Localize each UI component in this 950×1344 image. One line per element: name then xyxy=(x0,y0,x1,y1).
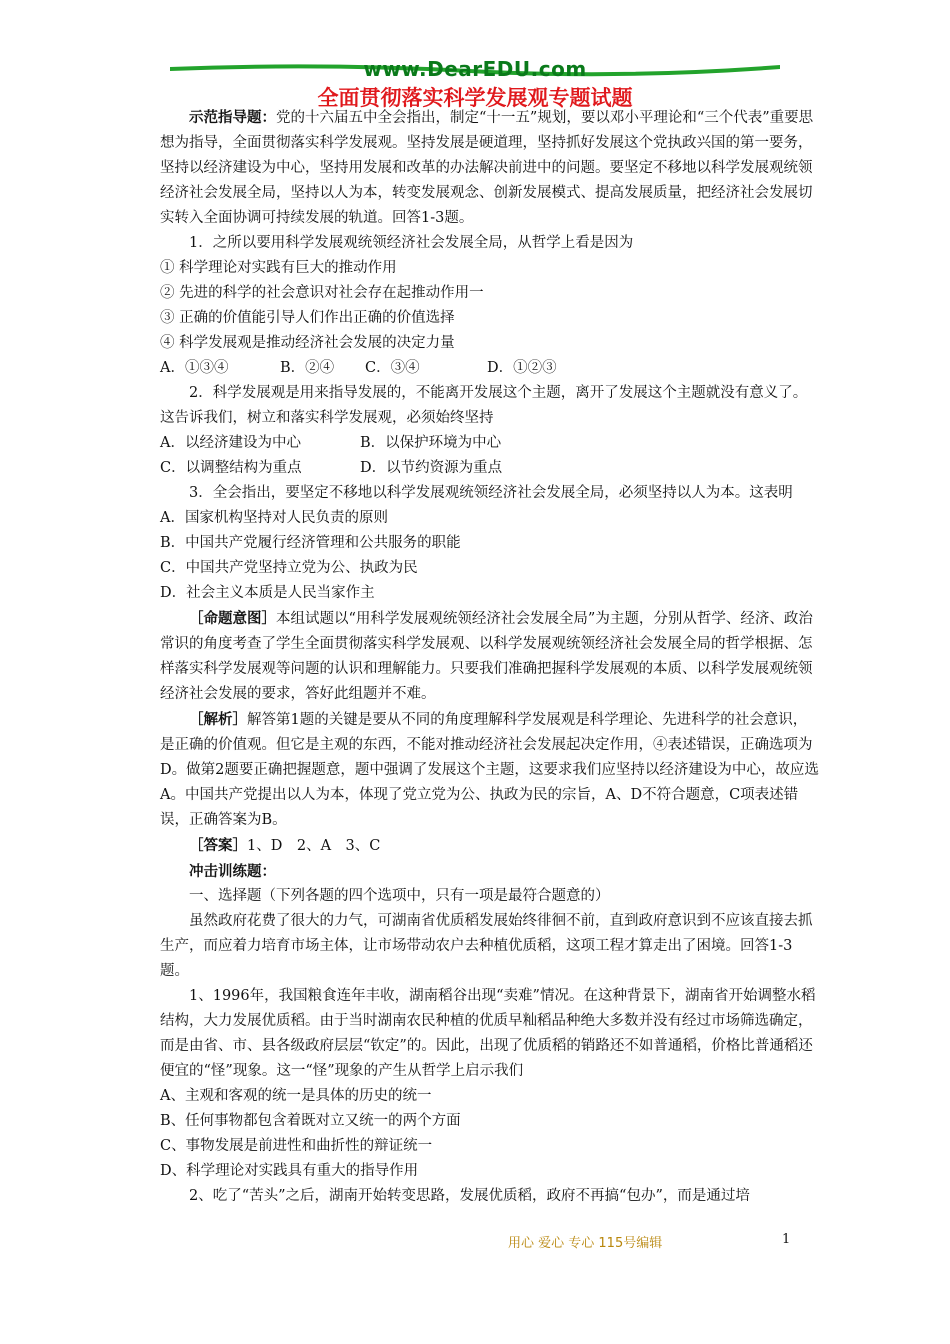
option: C．中国共产党坚持立党为公、执政为民 xyxy=(160,560,418,576)
option: D．以节约资源为重点 xyxy=(360,460,503,476)
header-banner xyxy=(170,55,780,85)
option-row xyxy=(160,456,820,481)
training-heading: 冲击训练题： xyxy=(189,863,276,880)
option: B、任何事物都包含着既对立又统一的两个方面 xyxy=(160,1113,461,1129)
document-title: 全面贯彻落实科学发展观专题试题 xyxy=(317,86,633,110)
answer-text: 1、D 2、A 3、C xyxy=(247,838,381,854)
site-logo: www.DearEDU.com xyxy=(363,57,587,81)
option: A．①③④ xyxy=(160,360,229,376)
option: A、主观和客观的统一是具体的历史的统一 xyxy=(160,1088,432,1104)
option: C．③④ xyxy=(365,360,420,376)
option: B．②④ xyxy=(280,360,335,376)
intro-label: 示范指导题： xyxy=(189,109,276,126)
option: D．①②③ xyxy=(487,360,557,376)
intent-paragraph xyxy=(160,606,820,707)
passage-paragraph: 虽然政府花费了很大的力气，可湖南省优质稻发展始终徘徊不前，直到政府意识到不应该直接去抓生产，而应着力培育市场主体，让市场带动农户去种植优质稻，这项工程才算走出了困境。回答1-3题。 xyxy=(160,913,813,979)
statement-item: ② 先进的科学的社会意识对社会存在起推动作用一 xyxy=(160,285,484,301)
answer-paragraph xyxy=(160,833,820,859)
option: C．以调整结构为重点 xyxy=(160,460,302,476)
option: C、事物发展是前进性和曲折性的辩证统一 xyxy=(160,1138,433,1154)
option: B．中国共产党履行经济管理和公共服务的职能 xyxy=(160,535,461,551)
page-number: 1 xyxy=(782,1232,791,1247)
statement-item: ④ 科学发展观是推动经济社会发展的决定力量 xyxy=(160,335,455,351)
option: D．社会主义本质是人民当家作主 xyxy=(160,585,375,601)
intro-text: 党的十六届五中全会指出，制定“十一五”规划，要以邓小平理论和“三个代表”重要思想为指导，全面贯彻落实科学发展观。坚持发展是硬道理，坚持抓好发展这个党执政兴国的第一要务，坚持以经济建设为中心，坚持用发展和改革的办法解决前进中的问题。要坚定不移地以科学发展观统领经济社会发展全局，坚持以人为本，转变发展观念、创新发展模式、提高发展质量，把经济社会发展切实转入全面协调可持续发展的轨道。回答1-3题。 xyxy=(160,110,814,226)
answer-label: ［答案］ xyxy=(189,837,247,854)
question-stem: 2、吃了“苦头”之后，湖南开始转变思路，发展优质稻，政府不再搞“包办”，而是通过培 xyxy=(189,1188,750,1204)
question-stem: 3．全会指出，要坚定不移地以科学发展观统领经济社会发展全局，必须坚持以人为本。这表明 xyxy=(189,485,793,501)
option: A．以经济建设为中心 xyxy=(160,435,301,451)
option-row xyxy=(160,356,820,381)
intent-text: 本组试题以“用科学发展观统领经济社会发展全局”为主题，分别从哲学、经济、政治常识的角度考查了学生全面贯彻落实科学发展观、以科学发展观统领经济社会发展全局的哲学根据、怎样落实科学发展观等问题的认识和理解能力。只要我们准确把握科学发展观的本质、以科学发展观统领经济社会发展的要求，答好此组题并不难。 xyxy=(160,611,813,702)
statement-item: ③ 正确的价值能引导人们作出正确的价值选择 xyxy=(160,310,455,326)
analysis-label: ［解析］ xyxy=(189,711,247,728)
option: D、科学理论对实践具有重大的指导作用 xyxy=(160,1163,419,1179)
analysis-text: 解答第1题的关键是要从不同的角度理解科学发展观是科学理论、先进科学的社会意识，是正确的价值观。但它是主观的东西，不能对推动经济社会发展起决定作用，④表述错误，正确选项为D。做第2题要正确把握题意，题中强调了发展这个主题，这要求我们应坚持以经济建设为中心，故应选A。中国共产党提出以人为本，体现了党立党为公、执政为民的宗旨，A、D不符合题意，C项表述错误，正确答案为B。 xyxy=(160,712,819,828)
question-stem: 1．之所以要用科学发展观统领经济社会发展全局，从哲学上看是因为 xyxy=(189,235,634,251)
question-stem: 2．科学发展观是用来指导发展的，不能离开发展这个主题，离开了发展这个主题就没有意义了。这告诉我们，树立和落实科学发展观，必须始终坚持 xyxy=(160,385,808,426)
option: B．以保护环境为中心 xyxy=(360,435,502,451)
option: A．国家机构坚持对人民负责的原则 xyxy=(160,510,388,526)
question-stem: 1、1996年，我国粮食连年丰收，湖南稻谷出现“卖难”情况。在这种背景下，湖南省开始调整水稻结构，大力发展优质稻。由于当时湖南农民种植的优质早籼稻品种绝大多数并没有经过市场筛选确定，而是由省、市、县各级政府层层“钦定”的。因此，出现了优质稻的销路还不如普通稻，价格比普通稻还便宜的“怪”现象。这一“怪”现象的产生从哲学上启示我们 xyxy=(160,988,816,1079)
footer-note: 用心 爱心 专心 115号编辑 xyxy=(508,1236,663,1251)
intent-label: ［命题意图］ xyxy=(189,610,276,627)
section-heading: 一、选择题（下列各题的四个选项中，只有一项是最符合题意的） xyxy=(189,888,610,904)
document-body xyxy=(160,105,820,1209)
statement-item: ① 科学理论对实践有巨大的推动作用 xyxy=(160,260,397,276)
analysis-paragraph xyxy=(160,707,820,833)
option-row xyxy=(160,431,820,456)
intro-paragraph xyxy=(160,105,820,231)
